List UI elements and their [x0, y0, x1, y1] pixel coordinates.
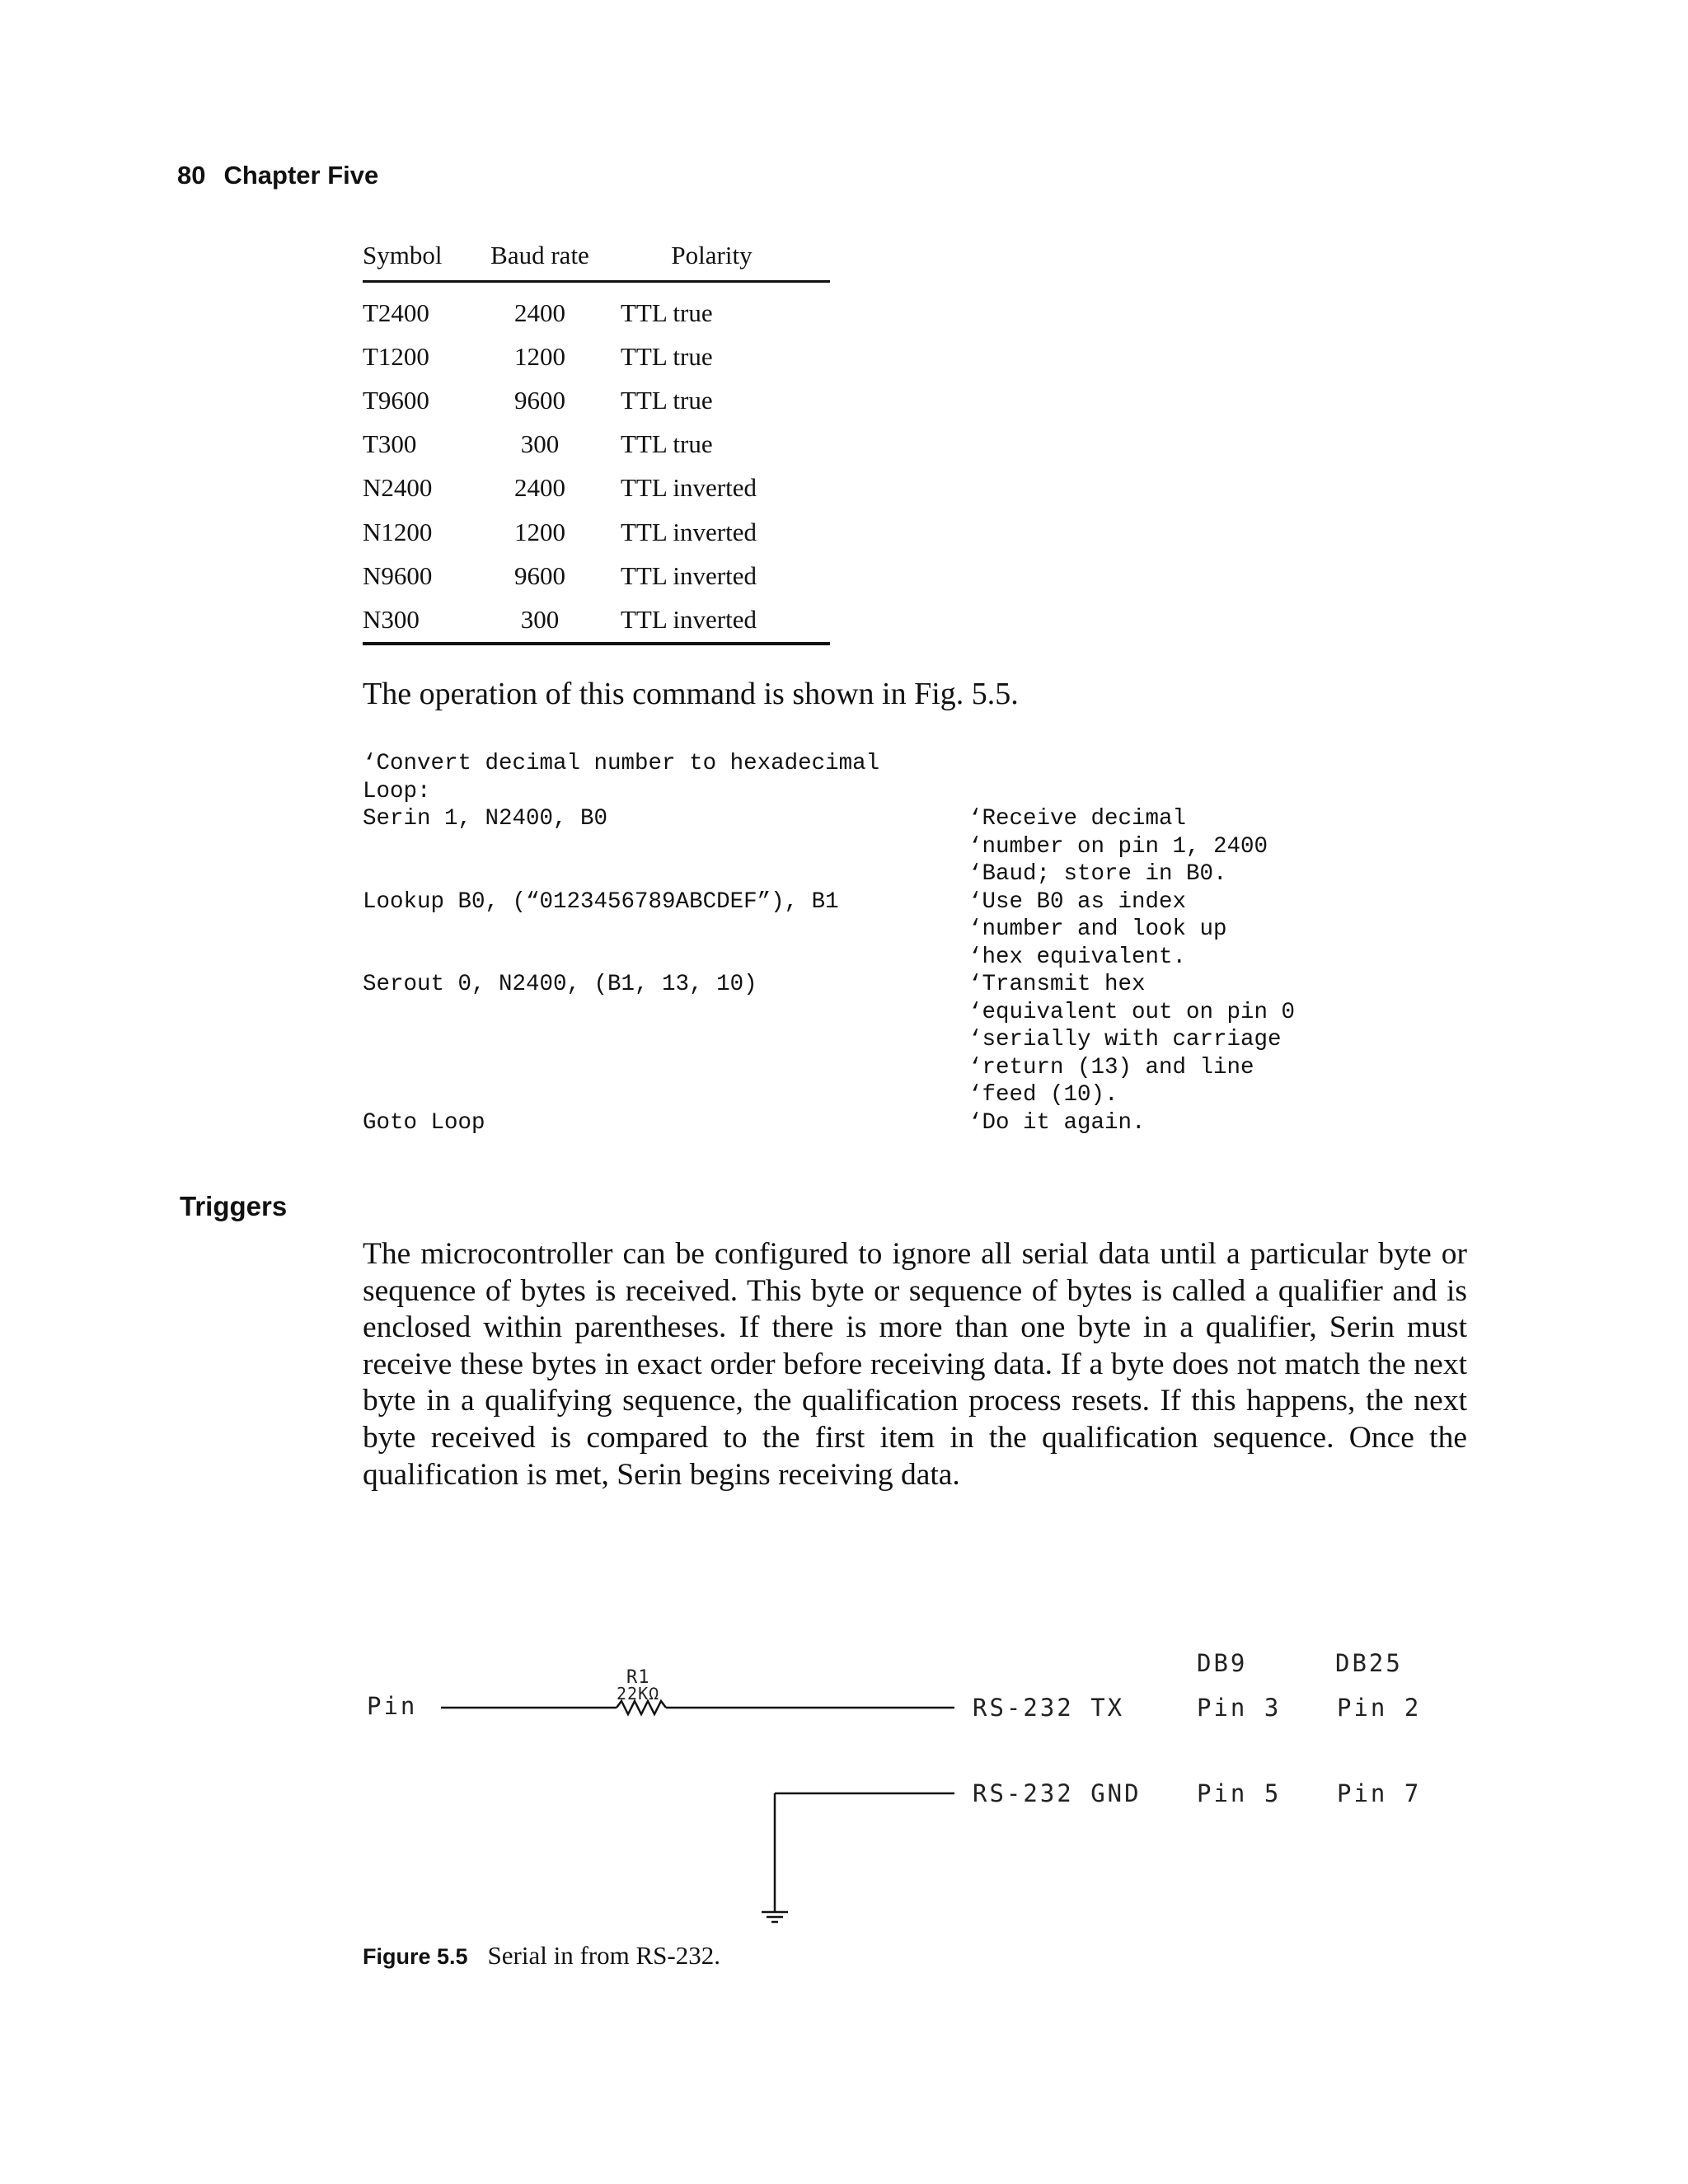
baud-rate-table	[363, 237, 830, 645]
symbol-cell: N9600	[363, 560, 433, 590]
code-line	[363, 971, 1295, 999]
symbol-cell: T1200	[363, 341, 429, 371]
figure-caption-text: Serial in from RS-232.	[487, 1941, 720, 1970]
symbol-cell: T9600	[363, 385, 429, 415]
table-row	[363, 598, 830, 643]
table-header-row	[363, 237, 830, 282]
baud-rate-cell: 9600	[514, 385, 565, 415]
code-statement: Serin 1, N2400, B0	[363, 806, 608, 832]
code-line	[363, 805, 1295, 833]
figure-label: Figure 5.5	[363, 1944, 468, 1969]
polarity-cell: TTL inverted	[593, 598, 830, 643]
code-statement	[363, 944, 968, 972]
baud-rate-cell: 300	[486, 598, 593, 643]
code-statement	[363, 833, 968, 861]
column-header-polarity: Polarity	[593, 237, 830, 282]
code-line	[363, 916, 1295, 944]
table-body	[363, 282, 830, 644]
baud-rate-cell: 9600	[514, 560, 565, 590]
code-statement	[363, 1054, 968, 1082]
symbol-cell: T2400	[363, 298, 429, 327]
table-row	[363, 282, 830, 335]
polarity-cell: TTL true	[621, 385, 713, 415]
code-statement	[363, 1081, 968, 1109]
column-header-symbol: Symbol	[363, 237, 486, 282]
code-line	[363, 860, 1295, 888]
baud-rate-cell: 2400	[514, 473, 565, 503]
polarity-cell: TTL true	[621, 429, 713, 459]
code-statement: Serout 0, N2400, (B1, 13, 10)	[363, 972, 757, 997]
gnd-db25-pin: Pin 7	[1337, 1779, 1422, 1807]
code-comment: ‘Do it again.	[968, 1109, 1146, 1136]
symbol-cell: T300	[363, 429, 417, 459]
table-row	[363, 510, 830, 554]
gnd-db9-pin: Pin 5	[1197, 1779, 1282, 1807]
schematic-figure	[354, 1632, 1451, 1929]
code-comment: ‘equivalent out on pin 0	[968, 999, 1296, 1025]
code-line	[363, 833, 1295, 861]
body-paragraph: The microcontroller can be configured to ignore all serial data until a particular byte or sequence of bytes is received. This byte or sequence of bytes is called a qualifier and is enclosed within parentheses. If there is more than one byte in a qualifier, Serin must receive these bytes in exact order before receiving data. If a byte does not match the next byte in a qualifying sequence, the qualification process resets. If this happens, the next byte received is compared to the first item in the qualification sequence. Once the qualification is met, Serin begins receiving data.	[363, 1237, 1467, 1492]
running-head	[177, 161, 378, 190]
code-line	[363, 1081, 1295, 1109]
polarity-cell: TTL inverted	[621, 473, 757, 503]
polarity-cell: TTL true	[621, 298, 713, 327]
table-row	[363, 466, 830, 510]
table-row	[363, 335, 830, 378]
code-listing	[363, 750, 1295, 1137]
intro-sentence: The operation of this command is shown in Fig. 5.5.	[363, 677, 1019, 711]
code-line	[363, 1054, 1295, 1082]
polarity-cell: TTL inverted	[621, 517, 757, 546]
baud-rate-cell: 2400	[514, 298, 565, 327]
table-row	[363, 423, 830, 466]
code-comment: ‘Receive decimal	[968, 806, 1187, 832]
baud-rate-cell: 1200	[514, 341, 565, 371]
code-line	[363, 999, 1295, 1027]
figure-caption	[363, 1941, 720, 1971]
db9-header: DB9	[1197, 1649, 1248, 1677]
code-statement: ‘Convert decimal number to hexadecimal	[363, 751, 880, 776]
code-comment: ‘number and look up	[968, 916, 1227, 942]
code-statement	[363, 999, 968, 1027]
code-comment: ‘return (13) and line	[968, 1054, 1254, 1080]
code-comment: ‘Baud; store in B0.	[968, 861, 1227, 887]
code-line	[363, 944, 1295, 972]
symbol-cell: N1200	[363, 517, 433, 546]
code-statement: Loop:	[363, 778, 431, 804]
column-header-baud-rate: Baud rate	[486, 237, 593, 282]
code-line	[363, 888, 1295, 916]
code-comment: ‘serially with carriage	[968, 1027, 1282, 1052]
code-line	[363, 1109, 1295, 1137]
rs232-gnd-label: RS-232 GND	[973, 1779, 1142, 1807]
tx-db25-pin: Pin 2	[1337, 1694, 1422, 1722]
code-comment: ‘Use B0 as index	[968, 888, 1187, 915]
schematic-pin-label: Pin	[367, 1692, 418, 1720]
rs232-tx-label: RS-232 TX	[973, 1694, 1125, 1722]
code-statement	[363, 1026, 968, 1054]
code-statement: Goto Loop	[363, 1109, 485, 1136]
section-heading-triggers: Triggers	[180, 1191, 288, 1221]
code-statement: Lookup B0, (“0123456789ABCDEF”), B1	[363, 888, 839, 915]
code-comment: ‘feed (10).	[968, 1082, 1118, 1108]
baud-rate-cell: 300	[520, 429, 560, 459]
code-line	[363, 1026, 1295, 1054]
page-number: 80	[177, 161, 206, 190]
table-row	[363, 554, 830, 598]
table-row	[363, 378, 830, 422]
code-line	[363, 778, 1295, 806]
code-comment: ‘number on pin 1, 2400	[968, 833, 1268, 860]
code-comment: ‘Transmit hex	[968, 972, 1146, 997]
baud-rate-cell: 1200	[514, 517, 565, 546]
chapter-title: Chapter Five	[223, 161, 379, 190]
tx-db9-pin: Pin 3	[1197, 1694, 1282, 1722]
polarity-cell: TTL inverted	[621, 560, 757, 590]
code-comment: ‘hex equivalent.	[968, 944, 1187, 970]
polarity-cell: TTL true	[621, 341, 713, 371]
symbol-cell: N2400	[363, 473, 433, 503]
symbol-cell: N300	[363, 598, 486, 643]
resistor-value-label: 22KΩ	[617, 1684, 660, 1704]
code-statement	[363, 916, 968, 944]
resistor-name-label: R1	[626, 1667, 650, 1688]
db25-header: DB25	[1335, 1649, 1403, 1677]
code-line	[363, 750, 1295, 778]
code-statement	[363, 860, 968, 888]
